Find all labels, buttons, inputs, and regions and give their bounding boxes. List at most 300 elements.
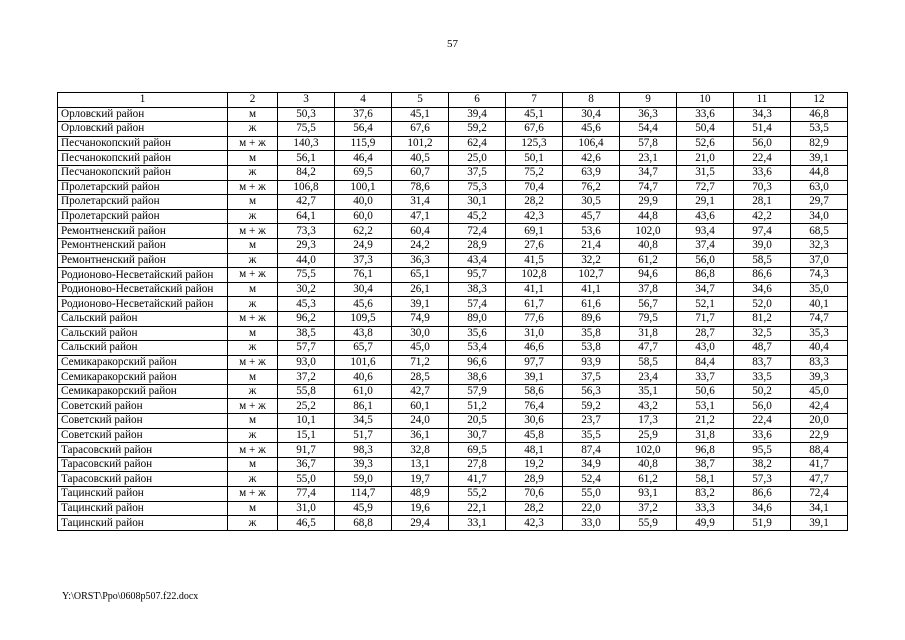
table-row [58, 370, 848, 385]
sex-cell: м [228, 501, 278, 516]
value-cell: 77,4 [278, 487, 335, 502]
district-name-cell: Советский район [58, 399, 228, 414]
value-cell: 57,7 [278, 341, 335, 356]
value-cell: 52,6 [677, 136, 734, 151]
value-cell: 102,7 [563, 268, 620, 283]
value-cell: 31,8 [620, 326, 677, 341]
value-cell: 67,6 [506, 122, 563, 137]
value-cell: 125,3 [506, 136, 563, 151]
sex-cell: м + ж [228, 487, 278, 502]
value-cell: 101,6 [335, 355, 392, 370]
sex-cell: ж [228, 516, 278, 531]
value-cell: 57,9 [449, 384, 506, 399]
value-cell: 46,5 [278, 516, 335, 531]
value-cell: 40,1 [791, 297, 848, 312]
value-cell: 45,3 [278, 297, 335, 312]
value-cell: 102,0 [620, 224, 677, 239]
value-cell: 37,4 [677, 238, 734, 253]
value-cell: 50,1 [506, 151, 563, 166]
value-cell: 37,6 [335, 107, 392, 122]
value-cell: 102,8 [506, 268, 563, 283]
value-cell: 93,0 [278, 355, 335, 370]
value-cell: 63,9 [563, 165, 620, 180]
value-cell: 98,3 [335, 443, 392, 458]
value-cell: 42,7 [278, 195, 335, 210]
value-cell: 20,0 [791, 414, 848, 429]
sex-cell: ж [228, 165, 278, 180]
value-cell: 61,2 [620, 472, 677, 487]
value-cell: 33,7 [677, 370, 734, 385]
table-row [58, 472, 848, 487]
value-cell: 58,5 [734, 253, 791, 268]
sex-cell: м + ж [228, 268, 278, 283]
value-cell: 60,1 [392, 399, 449, 414]
value-cell: 35,8 [563, 326, 620, 341]
value-cell: 72,7 [677, 180, 734, 195]
value-cell: 35,6 [449, 326, 506, 341]
value-cell: 65,7 [335, 341, 392, 356]
table-row [58, 122, 848, 137]
value-cell: 36,1 [392, 428, 449, 443]
value-cell: 83,3 [791, 355, 848, 370]
value-cell: 39,3 [791, 370, 848, 385]
value-cell: 39,1 [791, 151, 848, 166]
district-name-cell: Сальский район [58, 311, 228, 326]
value-cell: 54,4 [620, 122, 677, 137]
value-cell: 100,1 [335, 180, 392, 195]
value-cell: 115,9 [335, 136, 392, 151]
value-cell: 45,6 [335, 297, 392, 312]
value-cell: 86,8 [677, 268, 734, 283]
table-row [58, 253, 848, 268]
value-cell: 52,0 [734, 297, 791, 312]
value-cell: 31,0 [506, 326, 563, 341]
value-cell: 65,1 [392, 268, 449, 283]
district-name-cell: Пролетарский район [58, 195, 228, 210]
value-cell: 30,4 [335, 282, 392, 297]
district-name-cell: Сальский район [58, 326, 228, 341]
value-cell: 48,9 [392, 487, 449, 502]
district-name-cell: Тацинский район [58, 516, 228, 531]
district-name-cell: Семикаракорский район [58, 355, 228, 370]
table-row [58, 282, 848, 297]
value-cell: 84,4 [677, 355, 734, 370]
value-cell: 53,8 [563, 341, 620, 356]
table-row [58, 311, 848, 326]
value-cell: 62,2 [335, 224, 392, 239]
table-row [58, 268, 848, 283]
value-cell: 28,7 [677, 326, 734, 341]
value-cell: 29,4 [392, 516, 449, 531]
table-row [58, 165, 848, 180]
value-cell: 41,1 [506, 282, 563, 297]
value-cell: 56,3 [563, 384, 620, 399]
table-row [58, 209, 848, 224]
value-cell: 61,6 [563, 297, 620, 312]
value-cell: 29,3 [278, 238, 335, 253]
value-cell: 43,2 [620, 399, 677, 414]
district-name-cell: Сальский район [58, 341, 228, 356]
value-cell: 60,0 [335, 209, 392, 224]
value-cell: 44,0 [278, 253, 335, 268]
district-name-cell: Тарасовский район [58, 472, 228, 487]
value-cell: 46,8 [791, 107, 848, 122]
value-cell: 10,1 [278, 414, 335, 429]
value-cell: 22,9 [791, 428, 848, 443]
value-cell: 64,1 [278, 209, 335, 224]
value-cell: 33,6 [734, 165, 791, 180]
value-cell: 96,8 [677, 443, 734, 458]
sex-cell: ж [228, 209, 278, 224]
value-cell: 15,1 [278, 428, 335, 443]
value-cell: 62,4 [449, 136, 506, 151]
value-cell: 50,4 [677, 122, 734, 137]
value-cell: 32,3 [791, 238, 848, 253]
column-header: 9 [620, 93, 677, 108]
value-cell: 32,5 [734, 326, 791, 341]
value-cell: 34,0 [791, 209, 848, 224]
value-cell: 22,1 [449, 501, 506, 516]
value-cell: 31,8 [677, 428, 734, 443]
district-name-cell: Песчанокопский район [58, 151, 228, 166]
value-cell: 25,0 [449, 151, 506, 166]
table-row [58, 224, 848, 239]
value-cell: 45,0 [791, 384, 848, 399]
value-cell: 39,3 [335, 457, 392, 472]
column-header: 6 [449, 93, 506, 108]
value-cell: 91,7 [278, 443, 335, 458]
value-cell: 68,5 [791, 224, 848, 239]
district-name-cell: Песчанокопский район [58, 165, 228, 180]
value-cell: 45,1 [392, 107, 449, 122]
value-cell: 75,5 [278, 122, 335, 137]
district-name-cell: Родионово-Несветайский район [58, 297, 228, 312]
sex-cell: ж [228, 341, 278, 356]
value-cell: 30,0 [392, 326, 449, 341]
value-cell: 33,1 [449, 516, 506, 531]
sex-cell: ж [228, 384, 278, 399]
value-cell: 28,2 [506, 501, 563, 516]
district-name-cell: Родионово-Несветайский район [58, 268, 228, 283]
value-cell: 72,4 [791, 487, 848, 502]
value-cell: 36,7 [278, 457, 335, 472]
value-cell: 58,1 [677, 472, 734, 487]
file-path-footer: Y:\ORST\Ppo\0608p507.f22.docx [62, 591, 199, 602]
value-cell: 37,8 [620, 282, 677, 297]
value-cell: 17,3 [620, 414, 677, 429]
value-cell: 75,5 [278, 268, 335, 283]
value-cell: 55,2 [449, 487, 506, 502]
table-row [58, 180, 848, 195]
value-cell: 106,8 [278, 180, 335, 195]
sex-cell: м + ж [228, 180, 278, 195]
value-cell: 34,1 [791, 501, 848, 516]
value-cell: 52,1 [677, 297, 734, 312]
value-cell: 41,1 [563, 282, 620, 297]
value-cell: 53,5 [791, 122, 848, 137]
value-cell: 86,6 [734, 268, 791, 283]
table-row [58, 414, 848, 429]
value-cell: 55,8 [278, 384, 335, 399]
value-cell: 59,2 [563, 399, 620, 414]
value-cell: 75,3 [449, 180, 506, 195]
value-cell: 60,4 [392, 224, 449, 239]
value-cell: 76,2 [563, 180, 620, 195]
sex-cell: м + ж [228, 311, 278, 326]
value-cell: 44,8 [791, 165, 848, 180]
value-cell: 37,3 [335, 253, 392, 268]
table-row [58, 384, 848, 399]
value-cell: 97,7 [506, 355, 563, 370]
value-cell: 67,6 [392, 122, 449, 137]
column-header: 1 [58, 93, 228, 108]
value-cell: 36,3 [392, 253, 449, 268]
value-cell: 21,4 [563, 238, 620, 253]
value-cell: 39,1 [506, 370, 563, 385]
value-cell: 57,8 [620, 136, 677, 151]
district-name-cell: Семикаракорский район [58, 384, 228, 399]
sex-cell: м + ж [228, 355, 278, 370]
value-cell: 38,3 [449, 282, 506, 297]
value-cell: 22,4 [734, 414, 791, 429]
district-name-cell: Ремонтненский район [58, 253, 228, 268]
value-cell: 47,7 [791, 472, 848, 487]
page-number: 57 [447, 38, 458, 50]
value-cell: 82,9 [791, 136, 848, 151]
table-row [58, 195, 848, 210]
value-cell: 23,4 [620, 370, 677, 385]
column-header: 12 [791, 93, 848, 108]
value-cell: 28,1 [734, 195, 791, 210]
value-cell: 35,5 [563, 428, 620, 443]
value-cell: 51,2 [449, 399, 506, 414]
value-cell: 53,6 [563, 224, 620, 239]
value-cell: 29,7 [791, 195, 848, 210]
value-cell: 75,2 [506, 165, 563, 180]
sex-cell: м [228, 107, 278, 122]
value-cell: 35,0 [791, 282, 848, 297]
value-cell: 43,6 [677, 209, 734, 224]
value-cell: 28,9 [449, 238, 506, 253]
table-row [58, 443, 848, 458]
sex-cell: м + ж [228, 136, 278, 151]
data-table [57, 92, 848, 531]
value-cell: 26,1 [392, 282, 449, 297]
district-name-cell: Тацинский район [58, 501, 228, 516]
value-cell: 42,6 [563, 151, 620, 166]
sex-cell: м + ж [228, 224, 278, 239]
value-cell: 57,4 [449, 297, 506, 312]
value-cell: 53,1 [677, 399, 734, 414]
value-cell: 37,5 [563, 370, 620, 385]
sex-cell: ж [228, 297, 278, 312]
value-cell: 45,0 [392, 341, 449, 356]
value-cell: 61,7 [506, 297, 563, 312]
sex-cell: м + ж [228, 443, 278, 458]
value-cell: 86,6 [734, 487, 791, 502]
value-cell: 40,8 [620, 457, 677, 472]
value-cell: 93,9 [563, 355, 620, 370]
value-cell: 42,3 [506, 516, 563, 531]
district-name-cell: Тарасовский район [58, 457, 228, 472]
sex-cell: ж [228, 428, 278, 443]
value-cell: 41,7 [449, 472, 506, 487]
district-name-cell: Пролетарский район [58, 209, 228, 224]
value-cell: 86,1 [335, 399, 392, 414]
value-cell: 37,2 [278, 370, 335, 385]
value-cell: 24,9 [335, 238, 392, 253]
sex-cell: м [228, 414, 278, 429]
sex-cell: м [228, 238, 278, 253]
value-cell: 89,6 [563, 311, 620, 326]
sex-cell: ж [228, 472, 278, 487]
value-cell: 28,2 [506, 195, 563, 210]
value-cell: 52,4 [563, 472, 620, 487]
value-cell: 69,1 [506, 224, 563, 239]
value-cell: 58,5 [620, 355, 677, 370]
district-name-cell: Советский район [58, 428, 228, 443]
value-cell: 24,0 [392, 414, 449, 429]
value-cell: 84,2 [278, 165, 335, 180]
sex-cell: ж [228, 253, 278, 268]
value-cell: 45,6 [563, 122, 620, 137]
value-cell: 35,1 [620, 384, 677, 399]
value-cell: 89,0 [449, 311, 506, 326]
column-header: 2 [228, 93, 278, 108]
value-cell: 30,4 [563, 107, 620, 122]
value-cell: 96,2 [278, 311, 335, 326]
value-cell: 95,5 [734, 443, 791, 458]
table-row [58, 516, 848, 531]
value-cell: 31,5 [677, 165, 734, 180]
table-row [58, 326, 848, 341]
value-cell: 56,7 [620, 297, 677, 312]
district-name-cell: Советский район [58, 414, 228, 429]
district-name-cell: Орловский район [58, 122, 228, 137]
value-cell: 25,2 [278, 399, 335, 414]
value-cell: 34,6 [734, 282, 791, 297]
value-cell: 39,0 [734, 238, 791, 253]
value-cell: 43,0 [677, 341, 734, 356]
value-cell: 19,7 [392, 472, 449, 487]
value-cell: 55,0 [563, 487, 620, 502]
value-cell: 43,8 [335, 326, 392, 341]
column-header: 10 [677, 93, 734, 108]
table-row [58, 487, 848, 502]
value-cell: 27,6 [506, 238, 563, 253]
value-cell: 74,7 [791, 311, 848, 326]
value-cell: 61,0 [335, 384, 392, 399]
sex-cell: м [228, 457, 278, 472]
sex-cell: м + ж [228, 399, 278, 414]
value-cell: 23,7 [563, 414, 620, 429]
value-cell: 36,3 [620, 107, 677, 122]
district-name-cell: Ремонтненский район [58, 238, 228, 253]
value-cell: 48,1 [506, 443, 563, 458]
value-cell: 109,5 [335, 311, 392, 326]
value-cell: 40,4 [791, 341, 848, 356]
value-cell: 51,7 [335, 428, 392, 443]
value-cell: 41,5 [506, 253, 563, 268]
value-cell: 51,9 [734, 516, 791, 531]
district-name-cell: Тацинский район [58, 487, 228, 502]
value-cell: 42,7 [392, 384, 449, 399]
value-cell: 55,9 [620, 516, 677, 531]
value-cell: 47,7 [620, 341, 677, 356]
value-cell: 56,0 [734, 136, 791, 151]
value-cell: 69,5 [335, 165, 392, 180]
value-cell: 34,5 [335, 414, 392, 429]
column-header: 5 [392, 93, 449, 108]
value-cell: 96,6 [449, 355, 506, 370]
value-cell: 93,1 [620, 487, 677, 502]
value-cell: 50,2 [734, 384, 791, 399]
value-cell: 34,7 [620, 165, 677, 180]
value-cell: 42,3 [506, 209, 563, 224]
column-header: 4 [335, 93, 392, 108]
value-cell: 39,4 [449, 107, 506, 122]
district-name-cell: Тарасовский район [58, 443, 228, 458]
table-row [58, 136, 848, 151]
value-cell: 69,5 [449, 443, 506, 458]
value-cell: 42,4 [791, 399, 848, 414]
value-cell: 39,1 [392, 297, 449, 312]
sex-cell: ж [228, 122, 278, 137]
value-cell: 22,0 [563, 501, 620, 516]
value-cell: 40,5 [392, 151, 449, 166]
value-cell: 28,9 [506, 472, 563, 487]
table-row [58, 107, 848, 122]
value-cell: 106,4 [563, 136, 620, 151]
value-cell: 37,2 [620, 501, 677, 516]
value-cell: 47,1 [392, 209, 449, 224]
value-cell: 34,7 [677, 282, 734, 297]
table-row [58, 457, 848, 472]
value-cell: 22,4 [734, 151, 791, 166]
value-cell: 38,2 [734, 457, 791, 472]
value-cell: 77,6 [506, 311, 563, 326]
district-name-cell: Пролетарский район [58, 180, 228, 195]
column-header: 3 [278, 93, 335, 108]
value-cell: 97,4 [734, 224, 791, 239]
value-cell: 41,7 [791, 457, 848, 472]
value-cell: 23,1 [620, 151, 677, 166]
data-table-container [57, 92, 847, 531]
value-cell: 38,7 [677, 457, 734, 472]
value-cell: 56,1 [278, 151, 335, 166]
value-cell: 44,8 [620, 209, 677, 224]
value-cell: 56,4 [335, 122, 392, 137]
value-cell: 72,4 [449, 224, 506, 239]
sex-cell: м [228, 282, 278, 297]
value-cell: 42,2 [734, 209, 791, 224]
table-row [58, 151, 848, 166]
value-cell: 81,2 [734, 311, 791, 326]
value-cell: 30,6 [506, 414, 563, 429]
value-cell: 45,8 [506, 428, 563, 443]
value-cell: 31,4 [392, 195, 449, 210]
value-cell: 33,6 [677, 107, 734, 122]
value-cell: 74,3 [791, 268, 848, 283]
value-cell: 45,1 [506, 107, 563, 122]
table-row [58, 341, 848, 356]
value-cell: 32,2 [563, 253, 620, 268]
value-cell: 30,1 [449, 195, 506, 210]
value-cell: 24,2 [392, 238, 449, 253]
value-cell: 59,0 [335, 472, 392, 487]
value-cell: 48,7 [734, 341, 791, 356]
table-header-row [58, 93, 848, 108]
